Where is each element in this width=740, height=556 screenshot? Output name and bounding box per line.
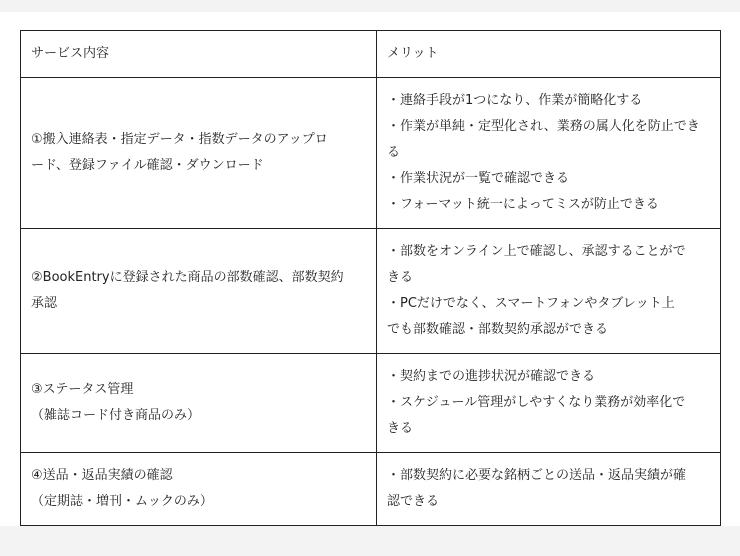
merit-text-line: でも部数確認・部数契約承認ができる xyxy=(387,322,609,337)
merit-text-line: ・フォーマット統一によってミスが防止できる xyxy=(387,197,659,212)
merit-cell xyxy=(377,453,721,526)
merit-text-line: ・作業が単純・定型化され、業務の属人化を防止でき xyxy=(387,119,700,134)
service-cell xyxy=(21,78,377,229)
merit-cell xyxy=(377,354,721,453)
merit-text-line: きる xyxy=(387,421,414,436)
table-header-row xyxy=(21,31,721,78)
merit-text-line: ・PCだけでなく、スマートフォンやタブレット上 xyxy=(387,296,675,311)
document-sheet xyxy=(0,12,740,526)
service-cell xyxy=(21,453,377,526)
service-cell xyxy=(21,229,377,354)
service-text-line: 承認 xyxy=(31,296,58,311)
service-text-line: （雑誌コード付き商品のみ） xyxy=(31,408,201,423)
merit-text-line: 認できる xyxy=(387,494,440,509)
table-row xyxy=(21,354,721,453)
merit-text-line: る xyxy=(387,145,401,160)
table-row xyxy=(21,229,721,354)
merit-text-line: きる xyxy=(387,270,414,285)
header-cell-merit: メリット xyxy=(377,31,721,78)
merit-text-line: ・スケジュール管理がしやすくなり業務が効率化で xyxy=(387,395,686,410)
service-text-line: ④送品・返品実績の確認 xyxy=(31,468,173,483)
merit-cell xyxy=(377,229,721,354)
service-text-line: ②BookEntryに登録された商品の部数確認、部数契約 xyxy=(31,270,344,285)
merit-text-line: ・連絡手段が1つになり、作業が簡略化する xyxy=(387,93,643,108)
service-text-line: （定期誌・増刊・ムックのみ） xyxy=(31,494,213,509)
merit-text-line: ・作業状況が一覧で確認できる xyxy=(387,171,570,186)
table-row xyxy=(21,78,721,229)
service-text-line: ③ステータス管理 xyxy=(31,382,134,397)
merit-cell xyxy=(377,78,721,229)
service-text-line: ード、登録ファイル確認・ダウンロード xyxy=(31,158,264,173)
merit-text-line: ・部数をオンライン上で確認し、承認することがで xyxy=(387,244,686,259)
table-row xyxy=(21,453,721,526)
merit-text-line: ・契約までの進捗状況が確認できる xyxy=(387,369,596,384)
merit-text-line: ・部数契約に必要な銘柄ごとの送品・返品実績が確 xyxy=(387,468,687,483)
header-cell-service: サービス内容 xyxy=(21,31,377,78)
service-cell xyxy=(21,354,377,453)
service-text-line: ①搬入連絡表・指定データ・指数データのアップロ xyxy=(31,132,328,147)
service-merit-table xyxy=(20,30,721,526)
